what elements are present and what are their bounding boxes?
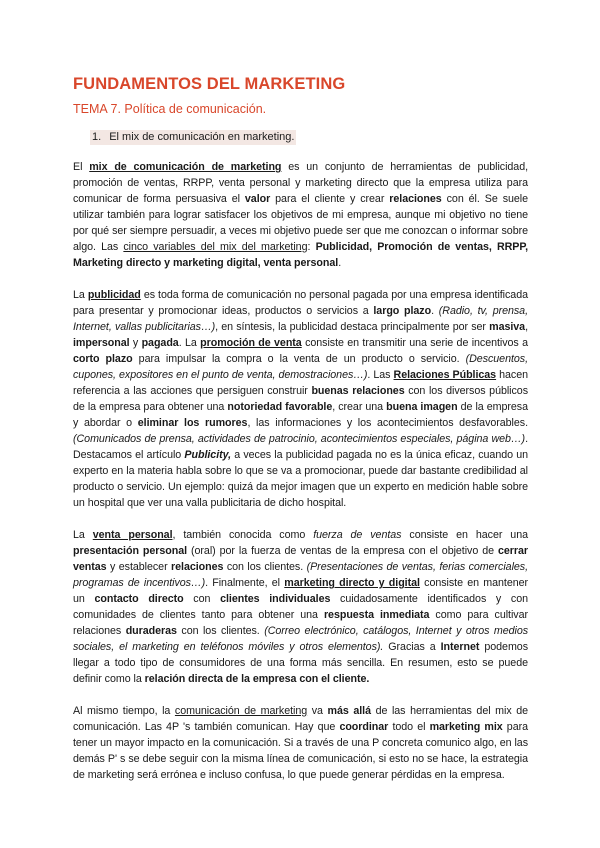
text-run: largo plazo [373,305,432,317]
text-run: . La [178,337,201,349]
term-promocion-venta: promoción de venta [200,337,302,349]
text-run: . [338,257,342,269]
text-run: (Correo electrónico, catálogos, Internet y otros medios sociales, el marketing en teléfonos móviles y otros elementos). [73,625,529,653]
text-run: hacen referencia a las acciones que persiguen construir [73,369,528,397]
text-run: : [307,241,316,253]
text-run: (Radio, tv, prensa, Internet, vallas publicitarias…) [73,305,528,333]
term-publicity: Publicity, [184,449,232,461]
text-run: . Finalmente, el [205,577,285,589]
text-run: cerrar ventas [73,545,528,573]
text-run: impersonal [73,337,130,349]
text-run: buenas relaciones [311,385,405,397]
text-run: , en síntesis, la publicidad destaca principalmente por ser [215,321,490,333]
section-title: El mix de comunicación en marketing. [109,131,295,143]
text-run: valor [244,193,271,205]
term-venta-personal: venta personal [92,529,173,541]
text-run: presentación personal [73,545,188,557]
text-run: y [129,337,142,349]
text-run: de la empresa y abordar o [73,401,528,429]
text-run: consiste en mantener un [73,577,529,605]
text-run: podemos llegar a todo tipo de consumidores de una forma más sencilla. En resumen, esto se puede definir como la [73,641,528,685]
text-run: consiste en transmitir una serie de incentivos a [301,337,528,349]
text-run: corto plazo [73,353,133,365]
text-run: . Las [367,369,394,381]
document-title: FUNDAMENTOS DEL MARKETING [73,75,346,93]
text-run: con él. Se suele utilizar también para lograr satisfacer los objetivos de mi empresa, aunque mi objetivo no tiene por qué ser siempre persuadir, a veces mi objetivo puede ser que me conozcan o informar sobre algo. Las [73,193,528,253]
text-run: a veces la publicidad pagada no es la única eficaz, cuando un experto en la materia habla sobre lo que se va a promocionar, puede dar bastante credibilidad al producto o servicio. Un ejemplo: quizá da mejor imagen que un experto en medición hable sobre un hospital que ver una valla publicitaria de dicho hospital. [73,449,528,509]
text-run: relaciones [389,193,442,205]
text-run: coordinar [339,721,389,733]
text-run: es un conjunto de herramientas de publicidad, promoción de ventas, RRPP, venta personal y marketing directo que la empresa utiliza para comunicar de forma persuasiva el [73,161,529,205]
text-run: cuidadosamente identificados y con comunidades de clientes tanto para obtener una [73,593,529,621]
paragraph-comunicacion-marketing [73,703,528,783]
section-heading [90,130,296,145]
text-run: clientes individuales [220,593,331,605]
text-run: para tener un mayor impacto en la comunicación. Si a través de una P concreta comunico algo, en las demás P' s se debe seguir con la misma línea de comunicación, si esto no se hace, la estrategia de marketing será errónea e incluso confusa, lo que puede generar pérdidas en la empresa. [73,721,528,781]
text-run: de las herramientas del mix de comunicación. Las 4P 's también comunican. Hay que [73,705,528,733]
text-run: va [307,705,328,717]
text-run: Publicidad, Promoción de ventas, RRPP, Marketing directo y marketing digital, venta personal [73,241,529,269]
text-run: Internet [440,641,480,653]
text-run: , [525,321,528,333]
text-run: (Presentaciones de ventas, ferias comerciales, programas de incentivos…) [73,561,528,589]
text-run: Gracias a [383,641,441,653]
term-comunicacion-marketing: comunicación de marketing [174,705,308,717]
text-run: y establecer [106,561,172,573]
text-run: El [73,161,90,173]
text-run: (Comunicados de prensa, actividades de patrocinio, acontecimientos especiales, página web…) [73,433,526,445]
text-run: eliminar los rumores [137,417,248,429]
term-cinco-variables: cinco variables del mix del marketing [123,241,308,253]
text-run: para impulsar la compra o la venta de un producto o servicio. [132,353,466,365]
text-run: (oral) por la fuerza de ventas de la empresa con el objetivo de [187,545,498,557]
text-run: para el cliente y crear [270,193,390,205]
paragraph-venta-personal [73,527,528,687]
paragraph-mix-definition [73,159,528,271]
paragraph-publicidad [73,287,528,511]
text-run: con los clientes. [176,625,265,637]
text-run: como para cultivar relaciones [73,609,528,637]
text-run: todo el [388,721,430,733]
text-run: relación directa de la empresa con el cliente. [144,673,370,685]
document-subtitle: TEMA 7. Política de comunicación. [73,102,267,116]
text-run: más allá [327,705,371,717]
text-run: , también conocida como [172,529,314,541]
text-run: notoriedad favorable [227,401,333,413]
text-run: masiva [489,321,526,333]
text-run: Al mismo tiempo, la [73,705,175,717]
text-run: duraderas [125,625,177,637]
text-run: pagada [141,337,179,349]
text-run: (Descuentos, cupones, expositores en el punto de venta, demostraciones…) [73,353,528,381]
text-run: fuerza de ventas [313,529,402,541]
text-run: consiste en hacer una [401,529,528,541]
text-run: con [183,593,221,605]
text-run: La [73,529,93,541]
text-run: es toda forma de comunicación no personal pagada por una empresa identificada para presentar y promocionar ideas, productos o servicios a [73,289,528,317]
term-publicidad: publicidad [87,289,141,301]
text-run: . [431,305,439,317]
term-relaciones-publicas: Relaciones Públicas [393,369,497,381]
text-run: La [73,289,88,301]
text-run: , las informaciones y los acontecimientos desfavorables. [247,417,528,429]
term-marketing-directo: marketing directo y digital [284,577,420,589]
term-mix-comunicacion: mix de comunicación de marketing [89,161,282,173]
text-run: buena imagen [386,401,458,413]
text-run: con los diversos públicos de la empresa para obtener una [73,385,528,413]
text-run: respuesta inmediata [323,609,430,621]
text-run: relaciones [171,561,224,573]
text-run: contacto directo [94,593,184,605]
section-number: 1. [92,131,102,143]
text-run: , crear una [332,401,387,413]
text-run: con los clientes. [223,561,307,573]
text-run: marketing mix [429,721,503,733]
text-run: . Destacamos el artículo [73,433,528,461]
